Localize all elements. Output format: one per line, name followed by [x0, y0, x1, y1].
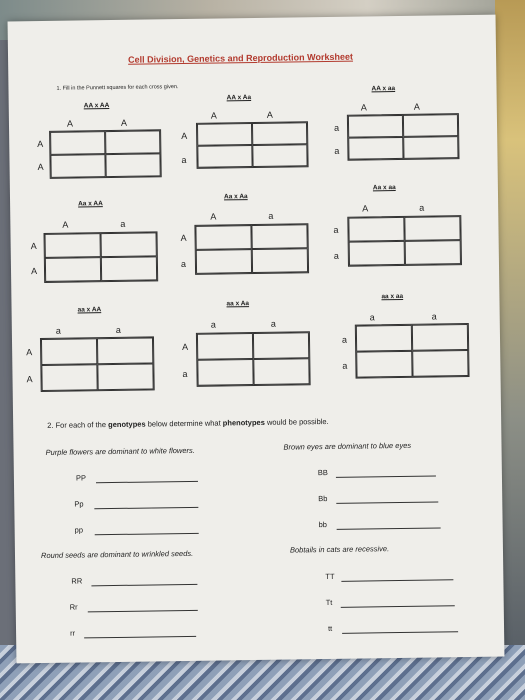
genotype-label: Tt: [325, 597, 333, 608]
allele-top: A: [66, 118, 74, 129]
allele-side: A: [26, 374, 33, 385]
genotype-label: rr: [70, 628, 76, 638]
header-eyes: Brown eyes are dominant to blue eyes: [283, 440, 412, 452]
genotype-label: tt: [327, 623, 333, 634]
cross-label: aa x AA: [77, 306, 102, 314]
punnett-square[interactable]: [347, 215, 462, 267]
answer-line[interactable]: [84, 636, 196, 639]
genotype-label: Bb: [318, 494, 328, 504]
allele-side: A: [181, 130, 188, 142]
punnett-square[interactable]: [355, 323, 470, 379]
allele-side: a: [182, 368, 188, 380]
answer-line[interactable]: [337, 527, 441, 529]
allele-top: a: [268, 210, 274, 221]
allele-side: A: [30, 266, 38, 277]
genotype-label: RR: [71, 576, 83, 586]
allele-top: a: [120, 218, 126, 229]
allele-top: A: [210, 211, 217, 222]
allele-top: a: [369, 312, 375, 323]
allele-side: A: [30, 241, 37, 252]
cross-label: aa x Aa: [226, 300, 250, 308]
punnett-square[interactable]: [194, 223, 309, 275]
answer-line[interactable]: [88, 610, 198, 613]
allele-top: A: [210, 110, 217, 121]
genotype-label: Pp: [74, 499, 84, 509]
answer-line[interactable]: [341, 579, 453, 582]
allele-top: a: [431, 311, 437, 322]
answer-line[interactable]: [94, 507, 198, 509]
answer-line[interactable]: [96, 481, 198, 483]
allele-top: A: [266, 109, 273, 120]
worksheet-title: Cell Division, Genetics and Reproduction Worksheet: [128, 51, 354, 65]
genotype-label: bb: [318, 520, 328, 530]
allele-top: a: [210, 319, 216, 330]
question-2: 2. For each of the genotypes below determine what phenotypes would be possible.: [47, 416, 329, 430]
cross-label: AA x aa: [371, 85, 396, 93]
header-seeds: Round seeds are dominant to wrinkled seeds.: [40, 548, 194, 561]
allele-side: a: [180, 258, 187, 270]
cross-label: Aa x AA: [78, 200, 103, 208]
answer-line[interactable]: [342, 631, 458, 634]
allele-side: a: [333, 224, 339, 235]
question-1: 1. Fill in the Punnett squares for each cross given.: [56, 84, 179, 92]
allele-side: a: [333, 250, 339, 261]
genotype-label: pp: [74, 525, 84, 535]
genotype-label: TT: [325, 571, 335, 582]
allele-top: A: [413, 101, 420, 112]
allele-side: A: [180, 232, 187, 244]
allele-side: A: [26, 347, 33, 358]
punnett-square[interactable]: [49, 129, 162, 179]
answer-line[interactable]: [341, 605, 455, 608]
punnett-square[interactable]: [40, 336, 155, 392]
worksheet-paper: [8, 15, 505, 664]
allele-side: A: [37, 161, 44, 173]
punnett-square[interactable]: [196, 121, 309, 169]
allele-top: A: [120, 117, 128, 128]
genotype-label: BB: [317, 468, 328, 478]
genotype-label: PP: [75, 473, 87, 483]
allele-top: a: [55, 325, 61, 336]
allele-top: a: [419, 202, 425, 213]
header-cats: Bobtails in cats are recessive.: [289, 544, 390, 555]
cross-label: AA x Aa: [226, 94, 252, 102]
header-flowers: Purple flowers are dominant to white flowers.: [45, 445, 195, 457]
punnett-square[interactable]: [43, 231, 158, 283]
allele-top: a: [115, 324, 121, 335]
answer-line[interactable]: [336, 476, 436, 478]
allele-side: a: [333, 122, 340, 133]
allele-top: A: [360, 102, 367, 113]
punnett-square[interactable]: [347, 113, 460, 161]
allele-side: A: [37, 138, 44, 150]
answer-line[interactable]: [91, 584, 197, 586]
allele-side: a: [334, 145, 340, 156]
answer-line[interactable]: [336, 501, 438, 503]
allele-side: A: [182, 341, 189, 353]
allele-side: a: [342, 360, 348, 371]
cross-label: Aa x aa: [372, 184, 396, 192]
allele-top: A: [62, 219, 69, 230]
allele-top: a: [270, 318, 276, 329]
genotype-label: Rr: [69, 602, 78, 612]
cross-label: AA x AA: [83, 102, 110, 110]
cross-label: Aa x Aa: [223, 193, 248, 201]
answer-line[interactable]: [95, 533, 199, 535]
punnett-square[interactable]: [196, 331, 311, 387]
cross-label: aa x aa: [381, 292, 404, 301]
allele-top: A: [362, 203, 369, 214]
allele-side: a: [341, 334, 348, 345]
allele-side: a: [181, 154, 187, 166]
